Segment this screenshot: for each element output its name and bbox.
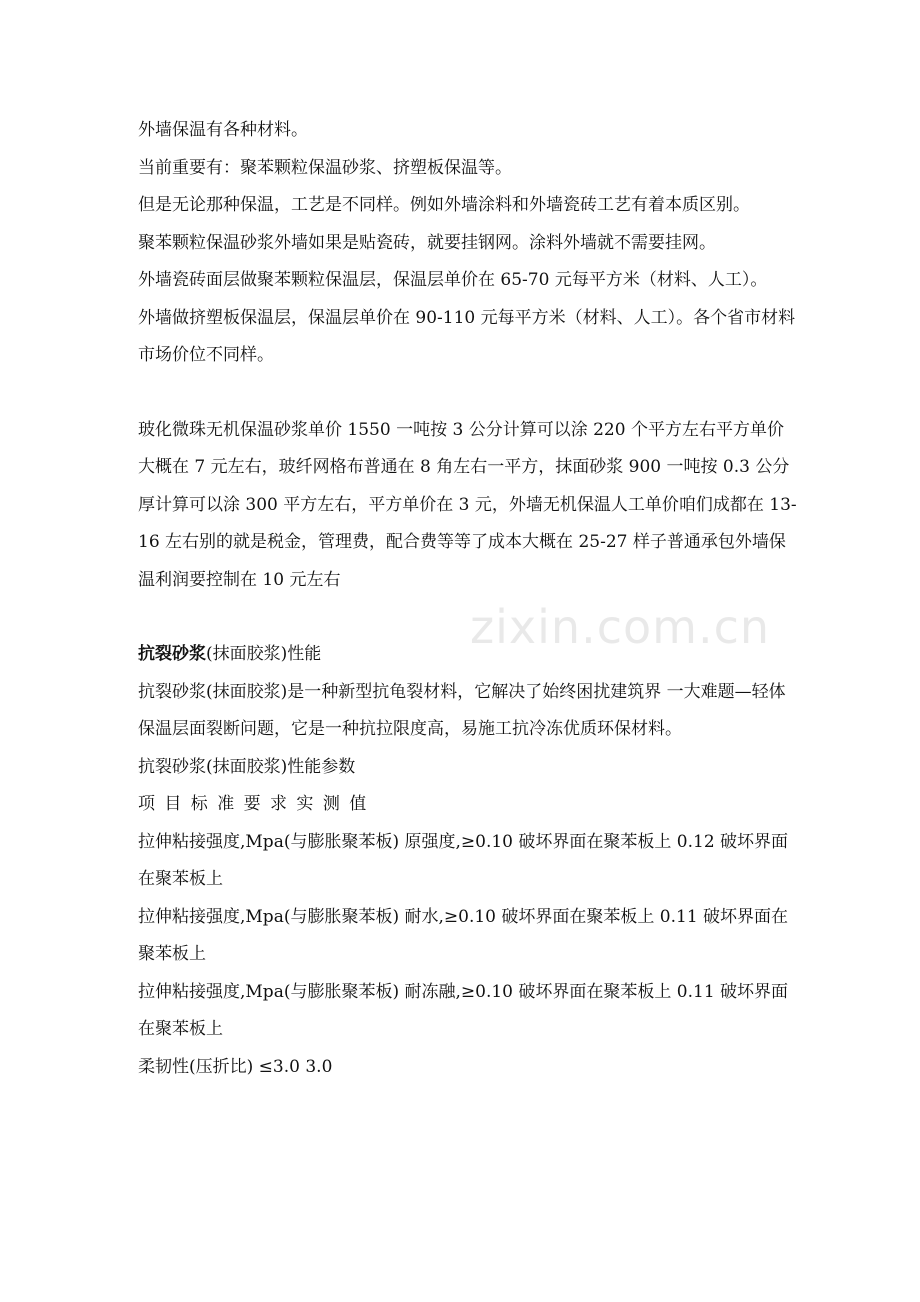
paragraph-process-difference: 但是无论那种保温，工艺是不同样。例如外墙涂料和外墙瓷砖工艺有着本质区别。 bbox=[138, 195, 750, 215]
paragraph-materials: 外墙保温有各种材料。 bbox=[138, 120, 308, 140]
section-intro: 抗裂砂浆(抹面胶浆)是一种新型抗龟裂材料，它解决了始终困扰建筑界 一大难题—轻体保温层面裂断问题，它是一种抗拉限度高，易施工抗冷冻优质环保材料。 bbox=[138, 681, 786, 739]
params-row-freeze-thaw: 拉伸粘接强度,Mpa(与膨胀聚苯板) 耐冻融,≥0.10 破坏界面在聚苯板上 0.11 破坏界面在聚苯板上 bbox=[138, 981, 789, 1039]
section-title bbox=[138, 636, 798, 674]
params-row-original-strength: 拉伸粘接强度,Mpa(与膨胀聚苯板) 原强度,≥0.10 破坏界面在聚苯板上 0.12 破坏界面在聚苯板上 bbox=[138, 831, 789, 889]
paragraph-xps-price: 外墙做挤塑板保温层，保温层单价在 90-110 元每平方米（材料、人工）。各个省市材料市场价位不同样。 bbox=[138, 307, 796, 365]
paragraph-gap bbox=[138, 599, 798, 636]
params-title: 抗裂砂浆(抹面胶浆)性能参数 bbox=[138, 756, 356, 777]
paragraph-gap bbox=[138, 375, 798, 412]
document-body bbox=[138, 112, 798, 1086]
params-row-water-resistance: 拉伸粘接强度,Mpa(与膨胀聚苯板) 耐水,≥0.10 破坏界面在聚苯板上 0.11 破坏界面在聚苯板上 bbox=[138, 906, 789, 964]
site-watermark: zixin.com.cn bbox=[470, 600, 771, 654]
paragraph-tile-price: 外墙瓷砖面层做聚苯颗粒保温层，保温层单价在 65-70 元每平方米（材料、人工）。 bbox=[138, 270, 768, 290]
section-title-bold: 抗裂砂浆 bbox=[138, 644, 206, 664]
params-row-flexibility: 柔韧性(压折比) ≤3.0 3.0 bbox=[138, 1056, 333, 1077]
params-table-header: 项 目 标 准 要 求 实 测 值 bbox=[138, 794, 369, 814]
paragraph-steel-mesh: 聚苯颗粒保温砂浆外墙如果是贴瓷砖，就要挂钢网。涂料外墙就不需要挂网。 bbox=[138, 232, 716, 253]
section-title-rest: (抹面胶浆)性能 bbox=[206, 644, 322, 664]
paragraph-inorganic-cost: 玻化微珠无机保温砂浆单价 1550 一吨按 3 公分计算可以涂 220 个平方左右平方单价大概在 7 元左右，玻纤网格布普通在 8 角左右一平方，抹面砂浆 900 一吨按 0.3 公分厚计算可以涂 300 平方左右，平方单价在 3 元，外墙无机保温人工单价咱们成都在 13-16 左右别的就是税金，管理费，配合费等等了成本大概在 25-27 样子普通承包外墙保温利润要控制在 10 元左右 bbox=[138, 419, 797, 590]
paragraph-main-types: 当前重要有：聚苯颗粒保温砂浆、挤塑板保温等。 bbox=[138, 157, 512, 178]
